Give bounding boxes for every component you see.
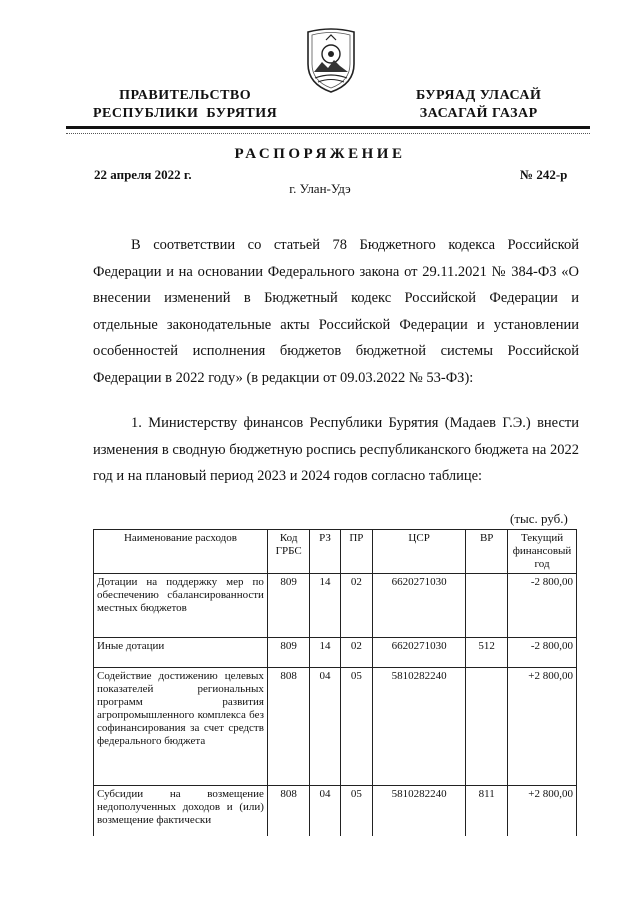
budget-table: [93, 529, 577, 836]
table-row: [94, 786, 577, 836]
cell-vr: 811: [466, 786, 508, 836]
cell-name: Иные дотации: [94, 638, 268, 668]
preamble-paragraph: В соответствии со статьей 78 Бюджетного кодекса Российской Федерации и на основании Федерального закона от 29.11.2021 № 384-ФЗ «О внесении изменений в Бюджетный кодекс Российской Федерации и отдельные законодательные акты Российской Федерации и установлении особенностей исполнения бюджетов бюджетной системы Российской Федерации в 2022 году» (в редакции от 09.03.2022 № 53-ФЗ):: [93, 237, 579, 386]
header-divider: [66, 126, 590, 129]
units-note: (тыс. руб.): [510, 511, 568, 526]
cell-vr: [466, 668, 508, 786]
issuer-russian: [93, 87, 277, 123]
header-csr: ЦСР: [373, 530, 466, 574]
clause-1-paragraph: 1. Министерству финансов Республики Бурятия (Мадаев Г.Э.) внести изменения в сводную бюджетную роспись республиканского бюджета на 2022 год и на плановый период 2023 и 2024 годов согласно таблице:: [93, 415, 579, 484]
header-divider-dotted: [66, 133, 590, 134]
cell-pr: 02: [340, 638, 372, 668]
table-row: [94, 638, 577, 668]
cell-vr: [466, 574, 508, 638]
header-amount: Текущий финансовый год: [508, 530, 577, 574]
header-pr: ПР: [340, 530, 372, 574]
cell-grbs: 808: [267, 668, 309, 786]
issuer-buryat: [416, 87, 541, 123]
header-name: Наименование расходов: [94, 530, 268, 574]
cell-csr: 6620271030: [373, 574, 466, 638]
cell-name: Содействие достижению целевых показателей региональных программ развития агропромышленного комплекса без софинансирования за счет средств федерального бюджета: [94, 668, 268, 786]
document-title: РАСПОРЯЖЕНИЕ: [234, 146, 406, 162]
cell-rz: 14: [310, 638, 340, 668]
issuer-ru-line1: ПРАВИТЕЛЬСТВО: [119, 88, 252, 103]
cell-rz: 04: [310, 786, 340, 836]
table-row: [94, 668, 577, 786]
cell-amount: -2 800,00: [508, 638, 577, 668]
header-vr: ВР: [466, 530, 508, 574]
issuer-bua-line2: ЗАСАГАЙ ГАЗАР: [419, 106, 538, 121]
document-city: г. Улан-Удэ: [289, 181, 351, 196]
cell-pr: 02: [340, 574, 372, 638]
cell-csr: 6620271030: [373, 638, 466, 668]
header-rz: РЗ: [310, 530, 340, 574]
cell-csr: 5810282240: [373, 786, 466, 836]
table-header-row: [94, 530, 577, 574]
cell-grbs: 808: [267, 786, 309, 836]
cell-name: Дотации на поддержку мер по обеспечению сбалансированности местных бюджетов: [94, 574, 268, 638]
cell-grbs: 809: [267, 574, 309, 638]
issuer-ru-line2: РЕСПУБЛИКИ БУРЯТИЯ: [93, 106, 278, 121]
table-row: [94, 574, 577, 638]
cell-amount: +2 800,00: [508, 668, 577, 786]
cell-rz: 04: [310, 668, 340, 786]
document-date: 22 апреля 2022 г.: [94, 167, 192, 182]
cell-rz: 14: [310, 574, 340, 638]
cell-csr: 5810282240: [373, 668, 466, 786]
header-grbs: Код ГРБС: [267, 530, 309, 574]
cell-vr: 512: [466, 638, 508, 668]
cell-amount: -2 800,00: [508, 574, 577, 638]
cell-grbs: 809: [267, 638, 309, 668]
cell-pr: 05: [340, 786, 372, 836]
coat-of-arms-emblem: [300, 26, 362, 96]
cell-amount: +2 800,00: [508, 786, 577, 836]
document-number: № 242-р: [520, 167, 568, 182]
cell-pr: 05: [340, 668, 372, 786]
issuer-bua-line1: БУРЯАД УЛАСАЙ: [416, 88, 542, 103]
cell-name: Субсидии на возмещение недополученных доходов и (или) возмещение фактически: [94, 786, 268, 836]
